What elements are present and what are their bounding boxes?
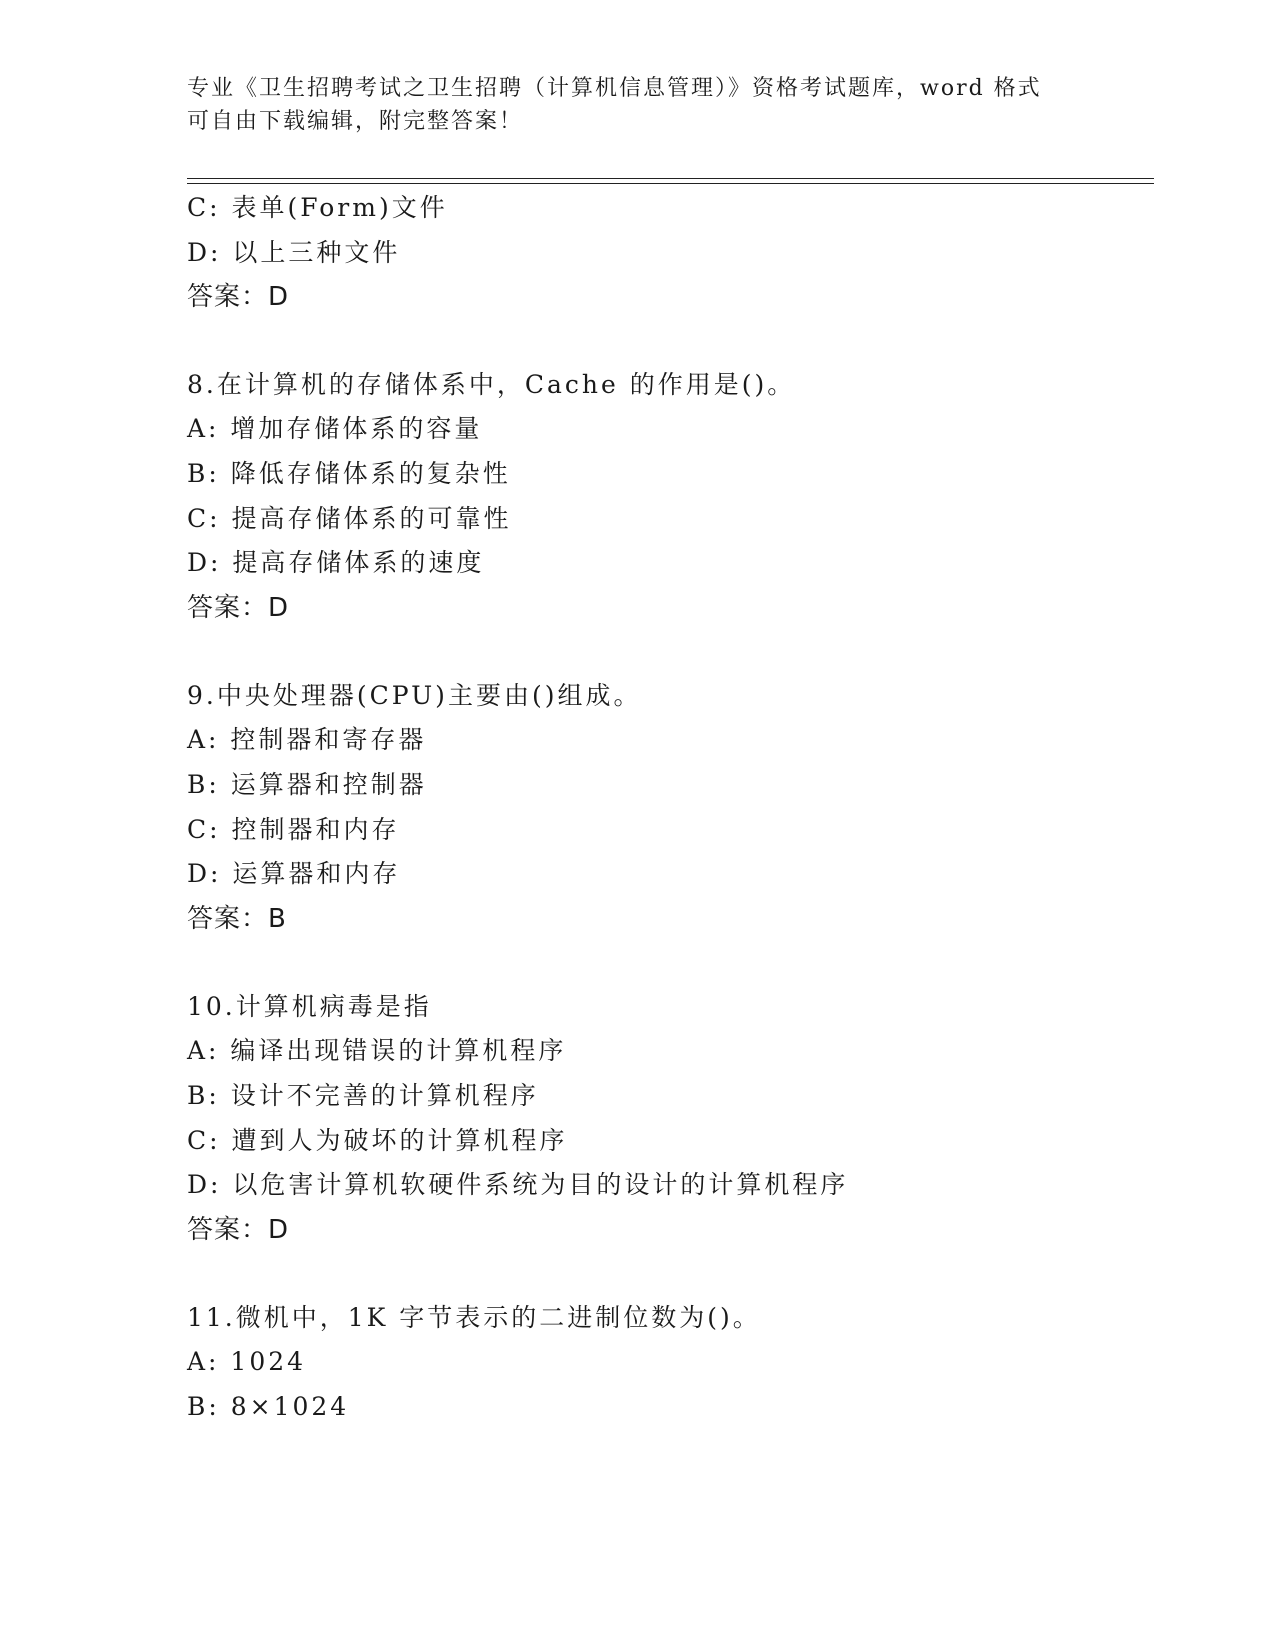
option-a: A: 控制器和寄存器 bbox=[187, 725, 427, 754]
option-c: C: 表单(Form)文件 bbox=[187, 193, 448, 222]
header-line-2: 可自由下载编辑，附完整答案！ bbox=[187, 109, 524, 134]
option-a: A: 编译出现错误的计算机程序 bbox=[187, 1036, 567, 1065]
option-d: D: 以危害计算机软硬件系统为目的设计的计算机程序 bbox=[187, 1170, 849, 1199]
answer-label: 答案：D bbox=[187, 282, 290, 312]
header-line-1: 专业《卫生招聘考试之卫生招聘（计算机信息管理）》资格考试题库，word 格式 bbox=[187, 76, 1042, 101]
question-stem: 11.微机中，1K 字节表示的二进制位数为()。 bbox=[187, 1303, 761, 1332]
question-stem: 9.中央处理器(CPU)主要由()组成。 bbox=[187, 681, 642, 710]
option-b: B: 8×1024 bbox=[187, 1392, 350, 1421]
header-divider-bottom bbox=[187, 183, 1154, 184]
header-divider-top bbox=[187, 178, 1154, 179]
question-stem: 10.计算机病毒是指 bbox=[187, 992, 432, 1021]
option-c: C: 遭到人为破坏的计算机程序 bbox=[187, 1126, 568, 1155]
option-b: B: 运算器和控制器 bbox=[187, 770, 427, 799]
option-c: C: 控制器和内存 bbox=[187, 815, 400, 844]
option-b: B: 设计不完善的计算机程序 bbox=[187, 1081, 539, 1110]
option-b: B: 降低存储体系的复杂性 bbox=[187, 459, 511, 488]
option-d: D: 以上三种文件 bbox=[187, 238, 401, 267]
answer-label: 答案：D bbox=[187, 1215, 290, 1245]
document-header bbox=[187, 72, 1067, 138]
option-d: D: 提高存储体系的速度 bbox=[187, 548, 485, 577]
question-stem: 8.在计算机的存储体系中，Cache 的作用是()。 bbox=[187, 370, 796, 399]
option-d: D: 运算器和内存 bbox=[187, 859, 401, 888]
option-a: A: 增加存储体系的容量 bbox=[187, 414, 483, 443]
answer-label: 答案：B bbox=[187, 904, 287, 934]
answer-label: 答案：D bbox=[187, 593, 290, 623]
option-c: C: 提高存储体系的可靠性 bbox=[187, 504, 512, 533]
option-a: A: 1024 bbox=[187, 1347, 307, 1376]
